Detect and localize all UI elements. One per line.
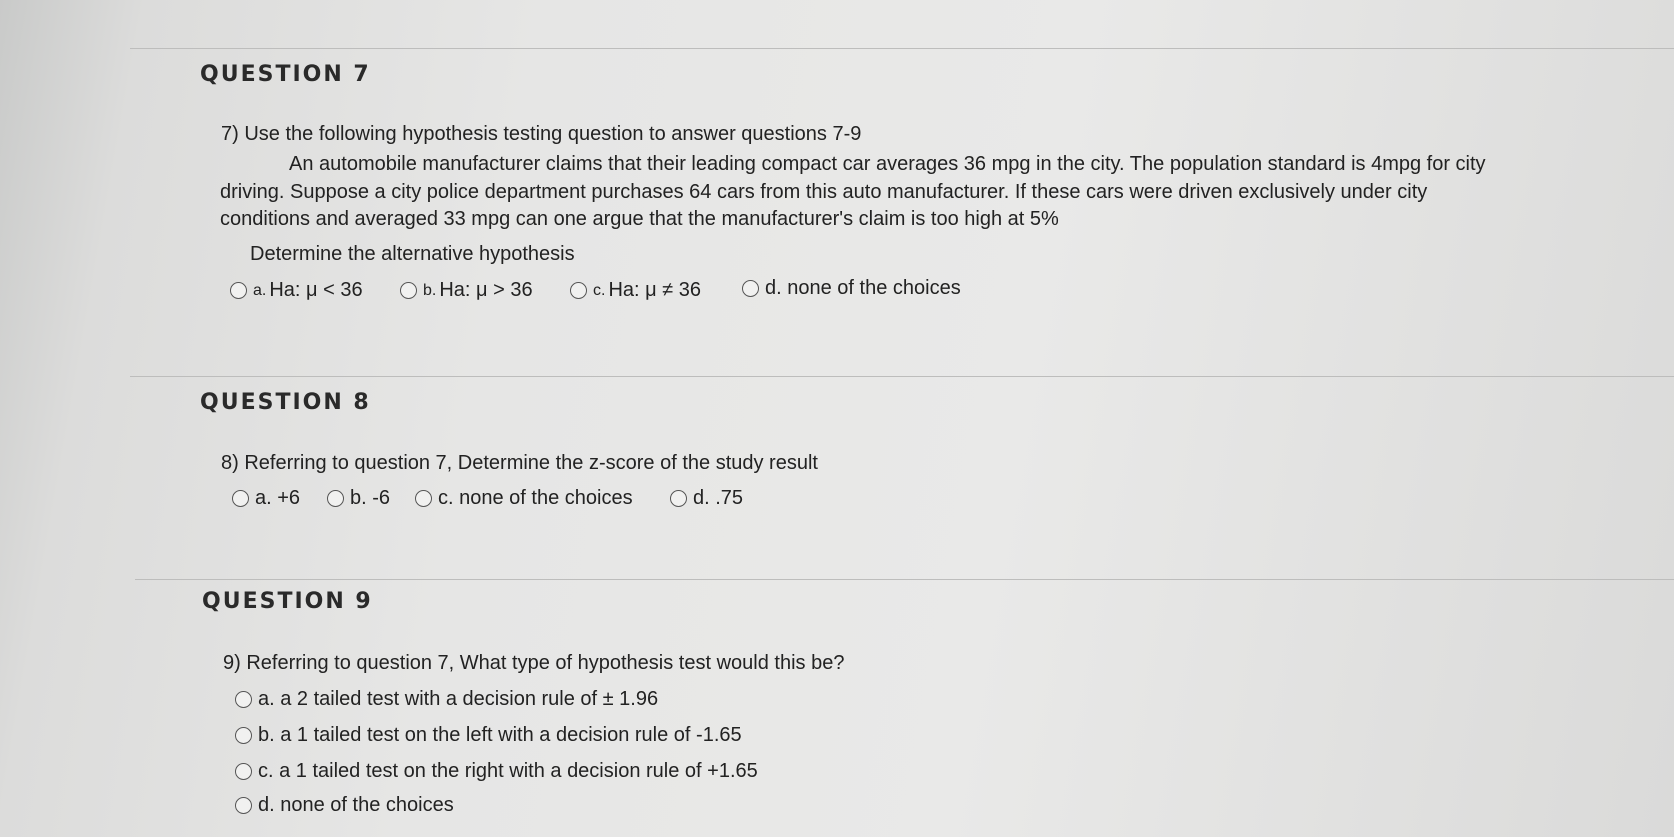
option-label: c. a 1 tailed test on the right with a decision rule of +1.65	[258, 760, 758, 782]
option-label: a. +6	[255, 487, 301, 509]
option-letter: c.	[593, 281, 606, 299]
separator-top	[130, 48, 1674, 49]
radio-icon[interactable]	[327, 490, 344, 507]
option-label: c. none of the choices	[438, 487, 633, 509]
option-label: a. a 2 tailed test with a decision rule of ± 1.96	[258, 688, 659, 710]
q7-option-c[interactable]	[570, 279, 701, 302]
radio-icon[interactable]	[235, 797, 252, 814]
q9-option-a[interactable]	[235, 688, 658, 711]
q8-option-c[interactable]	[415, 487, 633, 510]
q7-option-a[interactable]	[230, 279, 363, 302]
q8-option-d[interactable]	[670, 487, 743, 510]
radio-icon[interactable]	[230, 282, 247, 299]
radio-icon[interactable]	[570, 282, 587, 299]
radio-icon[interactable]	[232, 490, 249, 507]
q8-option-a[interactable]	[232, 487, 300, 510]
question-9-prompt: 9) Referring to question 7, What type of hypothesis test would this be?	[223, 652, 845, 674]
option-label: d. none of the choices	[258, 794, 454, 816]
radio-icon[interactable]	[670, 490, 687, 507]
option-label: b. -6	[350, 487, 391, 509]
option-label: b. a 1 tailed test on the left with a decision rule of -1.65	[258, 724, 742, 746]
question-9-title: QUESTION 9	[202, 589, 373, 614]
option-label: d. .75	[693, 487, 744, 509]
separator-q8	[130, 376, 1674, 377]
q8-option-b[interactable]	[327, 487, 390, 510]
option-letter: a.	[253, 281, 267, 299]
q9-option-b[interactable]	[235, 724, 742, 747]
question-7-body-line3: conditions and averaged 33 mpg can one argue that the manufacturer's claim is too high at 5%	[220, 208, 1059, 230]
radio-icon[interactable]	[235, 727, 252, 744]
option-label: Ha: μ < 36	[269, 279, 363, 301]
q9-option-c[interactable]	[235, 760, 758, 783]
question-7-body-line2: driving. Suppose a city police department purchases 64 cars from this auto manufacturer. If these cars were driven exclusively under city	[220, 181, 1428, 203]
radio-icon[interactable]	[235, 691, 252, 708]
separator-q9	[135, 579, 1674, 580]
radio-icon[interactable]	[400, 282, 417, 299]
question-7-subprompt: Determine the alternative hypothesis	[250, 243, 575, 265]
option-letter: b.	[423, 281, 437, 299]
option-label: d. none of the choices	[765, 277, 961, 299]
radio-icon[interactable]	[415, 490, 432, 507]
question-7-prompt: 7) Use the following hypothesis testing question to answer questions 7-9	[221, 123, 862, 145]
question-8-title: QUESTION 8	[200, 390, 371, 415]
q7-option-d[interactable]	[742, 277, 961, 300]
option-label: Ha: μ > 36	[439, 279, 533, 301]
q9-option-d[interactable]	[235, 794, 454, 817]
question-8-prompt: 8) Referring to question 7, Determine the z-score of the study result	[221, 452, 818, 474]
question-7-body-line1: An automobile manufacturer claims that their leading compact car averages 36 mpg in the city. The population standard is 4mpg for city	[289, 153, 1486, 175]
radio-icon[interactable]	[742, 280, 759, 297]
q7-option-b[interactable]	[400, 279, 533, 302]
question-7-title: QUESTION 7	[200, 62, 371, 87]
option-label: Ha: μ ≠ 36	[608, 279, 701, 301]
radio-icon[interactable]	[235, 763, 252, 780]
